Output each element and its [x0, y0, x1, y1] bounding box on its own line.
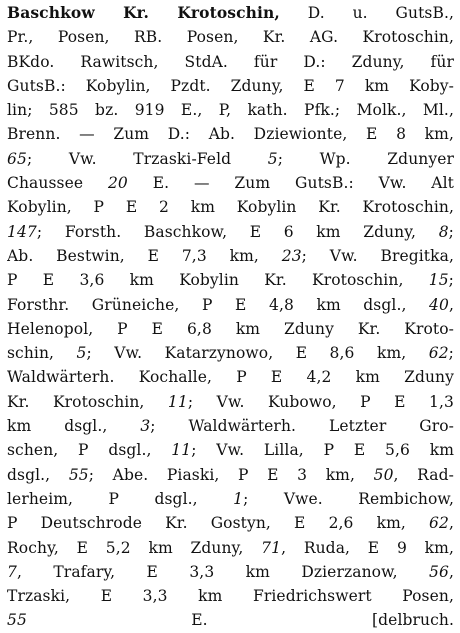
entry-text: km dsgl.,	[7, 417, 141, 436]
entry-text: GutsB.: Kobylin, Pzdt. Zduny, E 7 km Koby-	[7, 76, 454, 95]
entry-text: Ab. Bestwin, E 7,3 km,	[7, 246, 282, 265]
entry-text: schin,	[7, 344, 77, 363]
population-number: 55	[68, 465, 89, 484]
entry-text: Kobylin, P E 2 km Kobylin Kr. Krotoschin,	[7, 198, 454, 217]
population-number: 56	[429, 562, 449, 581]
entry-text: Waldwärterh. Kochalle, P E 4,2 km Zduny	[7, 368, 454, 387]
entry-line	[7, 487, 454, 511]
entry-line	[7, 268, 454, 292]
population-number: 62	[429, 514, 449, 533]
entry-text: E. — Zum GutsB.: Vw. Alt	[127, 174, 454, 193]
entry-line	[7, 536, 454, 560]
entry-line	[7, 50, 454, 74]
entry-line	[7, 463, 454, 487]
entry-line	[7, 414, 454, 438]
population-number: 62	[428, 344, 449, 363]
entry-text: Trzaski, E 3,3 km Friedrichswert Posen,	[7, 587, 454, 606]
entry-text: ; Vw. Bregitka,	[301, 246, 454, 265]
entry-line	[7, 25, 454, 49]
population-number: 7	[7, 562, 17, 581]
population-number: 8	[438, 222, 449, 241]
entry-text: ;	[448, 344, 454, 363]
entry-text: ; Wp. Zdunyer	[277, 149, 454, 168]
entry-line	[7, 317, 454, 341]
entry-line	[7, 98, 454, 122]
entry-text: ; Waldwärterh. Letzter Gro-	[150, 417, 454, 436]
population-number: 147	[7, 222, 37, 241]
entry-line	[7, 122, 454, 146]
population-number: 71	[261, 538, 282, 557]
population-number: 40	[429, 295, 449, 314]
entry-line	[7, 293, 454, 317]
population-number: 5	[267, 149, 278, 168]
entry-line	[7, 438, 454, 462]
entry-text: D. u. GutsB.,	[279, 4, 454, 22]
entry-text: ; Abe. Piaski, P E 3 km,	[88, 465, 374, 484]
entry-text: ; Vw. Kubowo, P E 1,3	[187, 392, 454, 411]
entry-text: P E 3,6 km Kobylin Kr. Krotoschin,	[7, 271, 429, 290]
entry-text: ,	[448, 562, 454, 581]
entry-text: ; Forsth. Baschkow, E 6 km Zduny,	[36, 222, 439, 241]
entry-line	[7, 390, 454, 414]
entry-text: , Trafary, E 3,3 km Dzierzanow,	[16, 562, 430, 581]
entry-line	[7, 147, 454, 171]
entry-line	[7, 365, 454, 389]
entry-text: ;	[448, 222, 454, 241]
entry-line	[7, 74, 454, 98]
population-number: 50	[373, 465, 394, 484]
entry-line	[7, 171, 454, 195]
population-number: 5	[76, 344, 87, 363]
entry-line	[7, 511, 454, 535]
entry-text: ,	[448, 295, 454, 314]
entry-text: BKdo. Rawitsch, StdA. für D.: Zduny, für	[7, 52, 454, 71]
entry-text: Kr. Krotoschin,	[7, 392, 168, 411]
entry-line	[7, 1, 454, 25]
entry-line	[7, 244, 454, 268]
entry-text: lerheim, P dsgl.,	[7, 489, 234, 508]
entry-text: schen, P dsgl.,	[7, 441, 172, 460]
population-number: 1	[233, 489, 244, 508]
entry-text: Forsthr. Grüneiche, P E 4,8 km dsgl.,	[7, 295, 430, 314]
entry-text: ;	[448, 271, 454, 290]
entry-line	[7, 560, 454, 584]
population-number: 20	[107, 174, 128, 193]
entry-text: ; Vw. Trzaski-Feld	[26, 149, 268, 168]
entry-text: , Ruda, E 9 km,	[281, 538, 454, 557]
entry-text: P Deutschrode Kr. Gostyn, E 2,6 km,	[7, 514, 430, 533]
entry-text: ; Vw. Lilla, P E 5,6 km	[191, 441, 454, 460]
entry-line	[7, 195, 454, 219]
entry-text: , Rad-	[393, 465, 454, 484]
population-number: 23	[281, 246, 302, 265]
population-number: 65	[7, 149, 27, 168]
population-number: 3	[140, 417, 151, 436]
entry-text: ,	[448, 514, 454, 533]
entry-text: Rochy, E 5,2 km Zduny,	[7, 538, 262, 557]
entry-text: ; Vwe. Rembichow,	[243, 489, 454, 508]
population-number: 15	[428, 271, 449, 290]
entry-text: E. [delbruch.	[26, 611, 454, 630]
population-number: 11	[171, 441, 192, 460]
entry-text: ; Vw. Katarzynowo, E 8,6 km,	[86, 344, 429, 363]
population-number: 55	[7, 611, 27, 630]
entry-text: dsgl.,	[7, 465, 69, 484]
population-number: 11	[167, 392, 188, 411]
entry-text: Pr., Posen, RB. Posen, Kr. AG. Krotoschin,	[7, 28, 454, 47]
entry-line	[7, 341, 454, 365]
entry-text: Helenopol, P E 6,8 km Zduny Kr. Kroto-	[7, 319, 454, 338]
headword: Baschkow Kr. Krotoschin,	[7, 3, 280, 22]
entry-line	[7, 220, 454, 244]
entry-text: Chaussee	[7, 174, 108, 193]
entry-line	[7, 608, 454, 632]
entry-text: Brenn. — Zum D.: Ab. Dziewionte, E 8 km,	[7, 125, 454, 144]
entry-text: lin; 585 bz. 919 E., P, kath. Pfk.; Molk., Ml.,	[7, 101, 454, 120]
